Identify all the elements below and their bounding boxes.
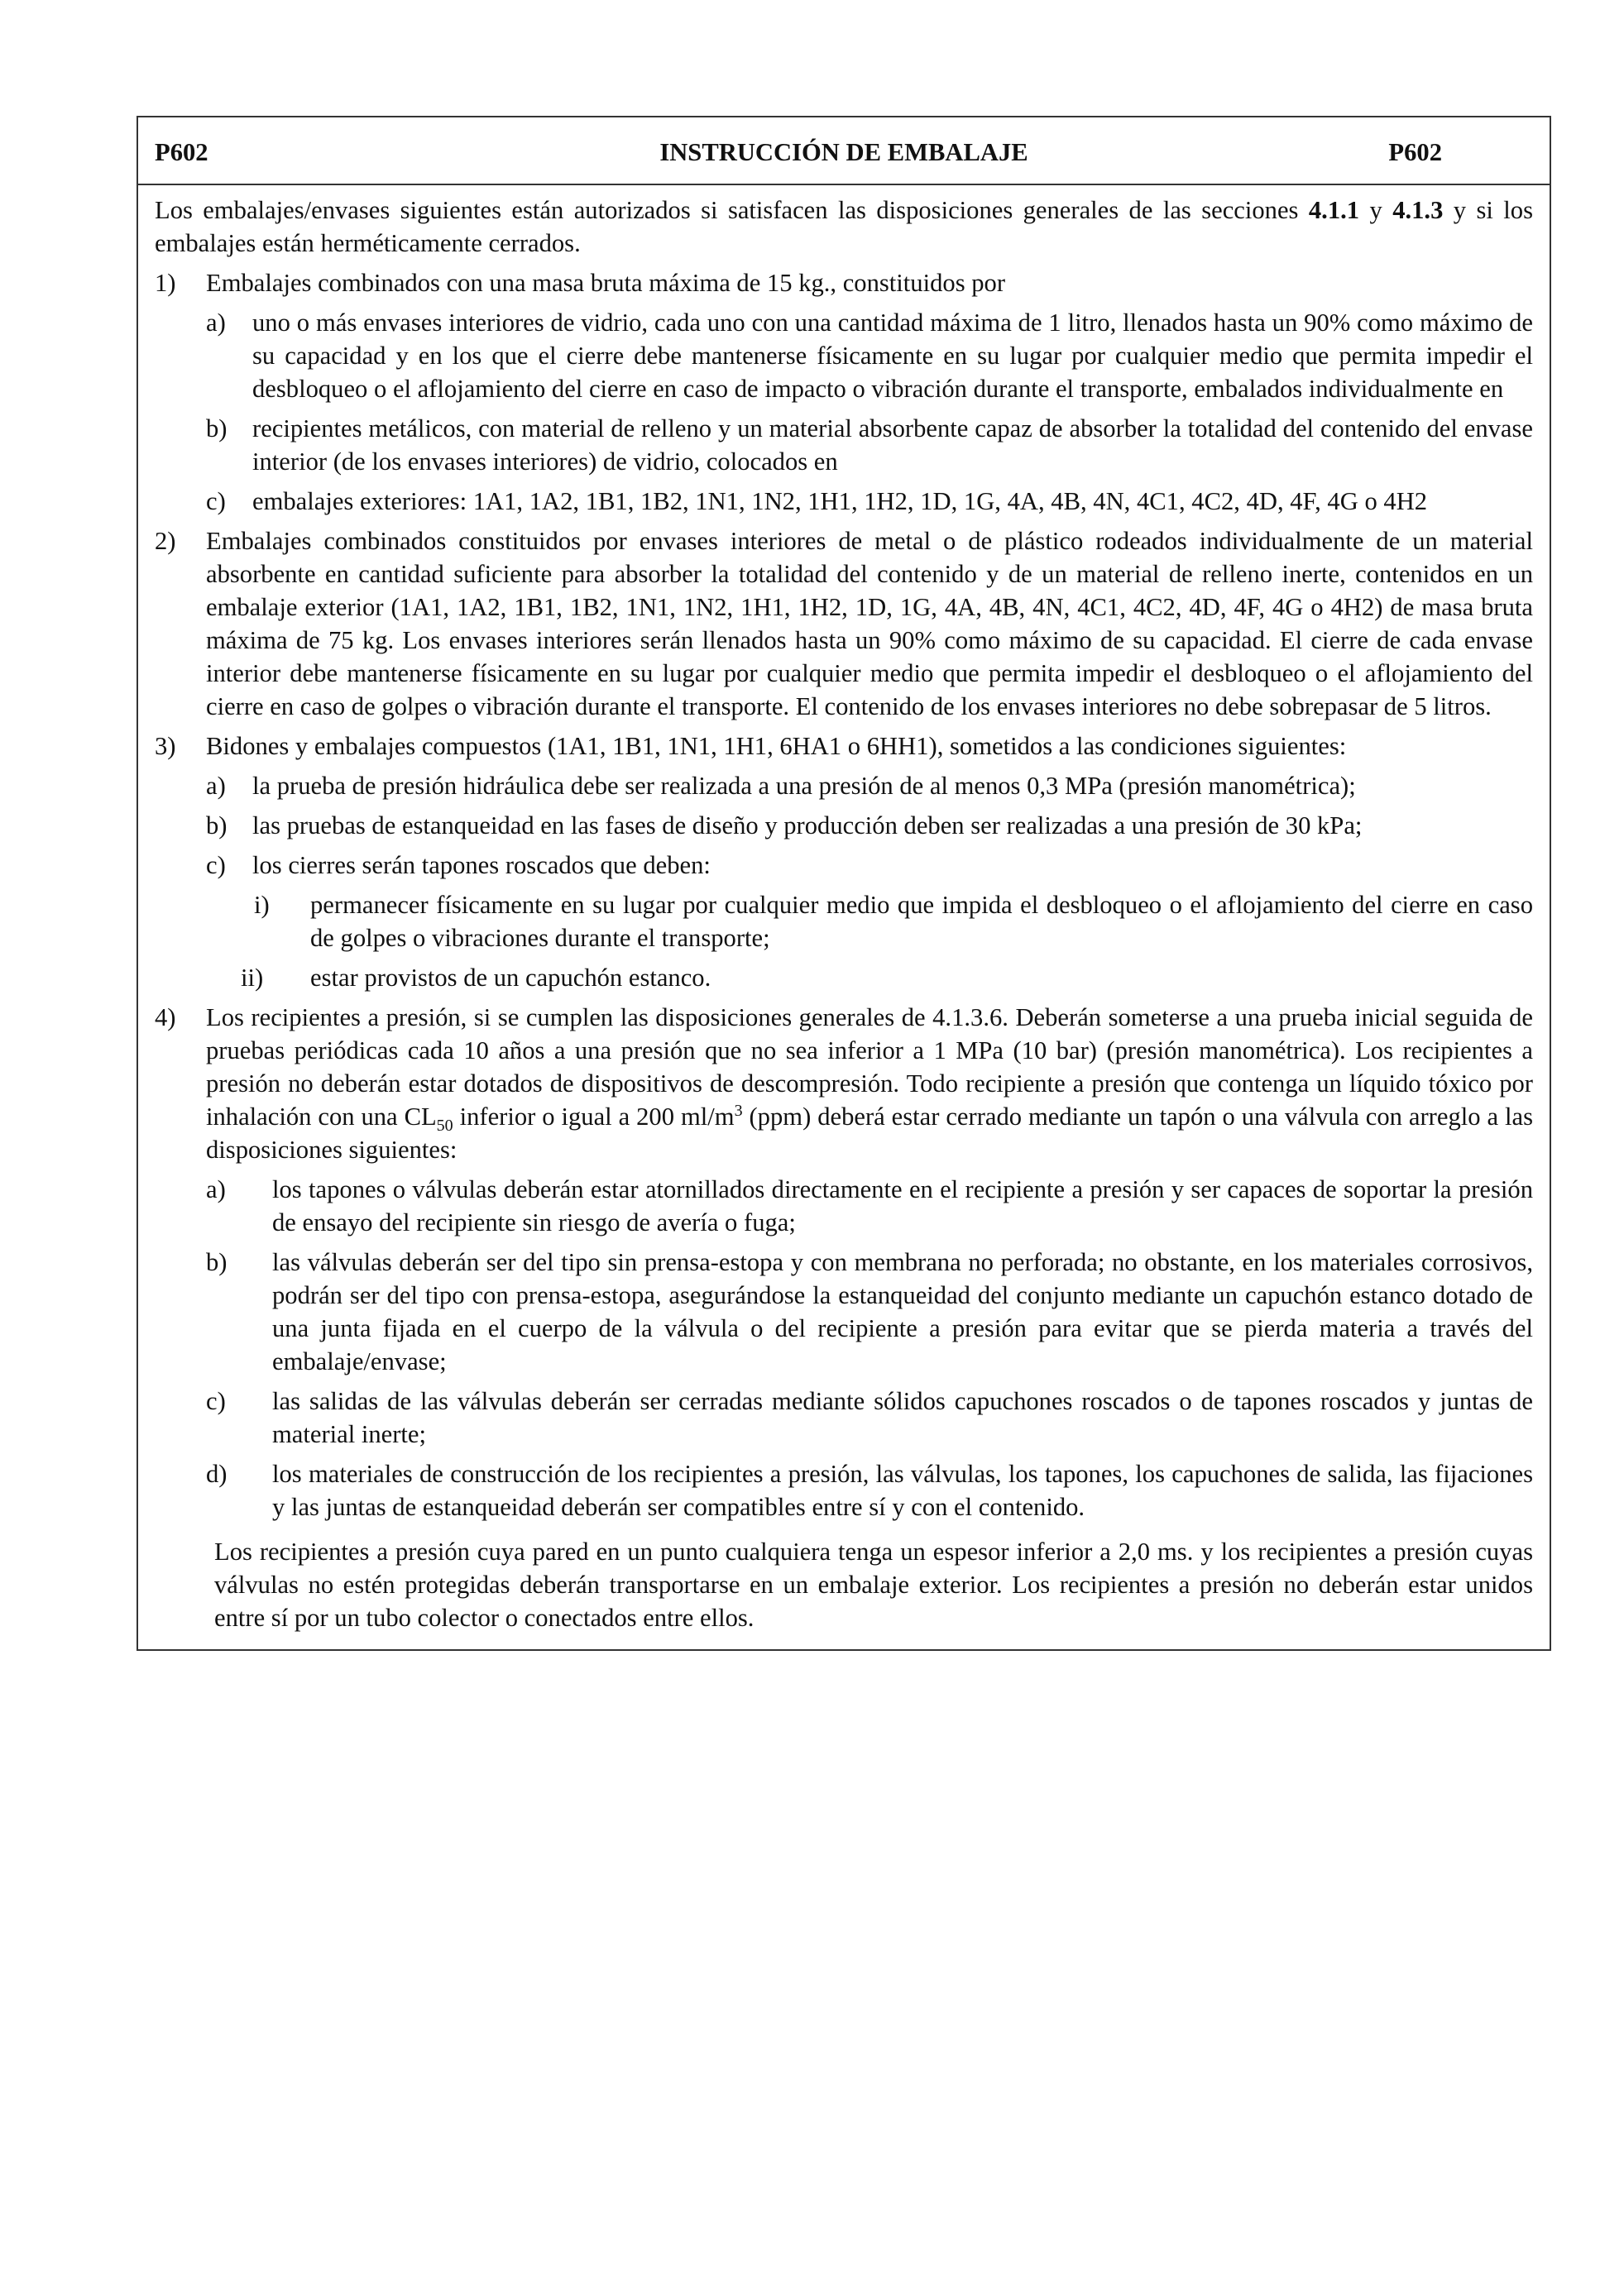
superscript: 3 [734,1101,743,1120]
sub-item-1a [155,306,1533,405]
sub-letter: c) [206,851,226,879]
instruction-body [138,185,1550,1649]
section-ref: 4.1.1 [1308,196,1360,224]
sub-item-text: estar provistos de un capuchón estanco. [310,964,711,992]
sub-item-text: los materiales de construcción de los recipientes a presión, las válvulas, los tapones, los capuchones de salida, las fijaciones y las juntas de estanqueidad deberán ser compatibles entre sí y con el contenido. [272,1460,1533,1521]
list-item-text: Embalajes combinados constituidos por envases interiores de metal o de plástico rodeados individualmente de un material absorbente en cantidad suficiente para absorber la totalidad del contenido y de un material de relleno inerte, contenidos en un embalaje exterior (1A1, 1A2, 1B1, 1B2, 1N1, 1N2, 1H1, 1H2, 1D, 1G, 4A, 4B, 4N, 4C1, 4C2, 4D, 4F, 4G o 4H2) de masa bruta máxima de 75 kg. Los envases interiores serán llenados hasta un 90% como máximo de su capacidad. El cierre de cada envase interior debe mantenerse físicamente en su lugar por cualquier medio que permita impedir el desbloqueo o el aflojamiento del cierre en caso de golpes o vibración durante el transporte. El contenido de los envases interiores no debe sobrepasar de 5 litros. [206,527,1533,720]
sub-letter: a) [206,772,226,800]
sub-item-text: los tapones o válvulas deberán estar atornillados directamente en el recipiente a presión y ser capaces de soportar la presión de ensayo del recipiente sin riesgo de avería o fuga; [272,1175,1533,1236]
sub-item-3c-ii [155,961,1533,994]
list-item-2 [155,524,1533,723]
sub-letter: c) [206,487,226,515]
intro-paragraph [155,194,1533,260]
roman-numeral: i) [254,891,270,919]
sub-item-text: embalajes exteriores: 1A1, 1A2, 1B1, 1B2, 1N1, 1N2, 1H1, 1H2, 1D, 1G, 4A, 4B, 4N, 4C1, 4C2, 4D, 4F, 4G o 4H2 [252,487,1428,515]
roman-numeral: ii) [241,964,264,992]
sub-item-4d [155,1457,1533,1523]
list-number: 4) [155,1003,176,1031]
sub-letter: b) [206,414,228,442]
sub-letter: b) [206,1248,228,1276]
intro-text: Los embalajes/envases siguientes están autorizados si satisfacen las disposiciones generales de las secciones [155,196,1309,224]
list-item-3 [155,729,1533,763]
sub-item-4a [155,1173,1533,1239]
sub-item-1b [155,412,1533,478]
sub-item-text: permanecer físicamente en su lugar por cualquier medio que impida el desbloqueo o el aflojamiento del cierre en caso de golpes o vibraciones durante el transporte; [310,891,1533,952]
sub-letter: a) [206,1175,226,1203]
list-number: 1) [155,269,176,297]
list-item-text: Los recipientes a presión, si se cumplen las disposiciones generales de 4.1.3.6. Deberán someterse a una prueba inicial seguida de pruebas periódicas cada 10 años a una presión que no sea inferior a 1 MPa (10 bar) (presión manométrica). Los recipientes a presión no deberán estar dotados de dispositivos de descompresión. Todo recipiente a presión que contenga un líquido tóxico por inhalación con una CL [206,1003,1533,1131]
instruction-title: INSTRUCCIÓN DE EMBALAJE [659,138,1028,166]
sub-item-text: uno o más envases interiores de vidrio, cada uno con una cantidad máxima de 1 litro, llenados hasta un 90% como máximo de su capacidad y en los que el cierre debe mantenerse físicamente en su lugar por cualquier medio que permita impedir el desbloqueo o el aflojamiento del cierre en caso de impacto o vibración durante el transporte, embalados individualmente en [252,309,1533,403]
sub-letter: a) [206,309,226,337]
packing-instruction-box [137,116,1551,1651]
sub-item-3c [155,849,1533,882]
sub-item-text: las pruebas de estanqueidad en las fases de diseño y producción deben ser realizadas a una presión de 30 kPa; [252,811,1363,839]
sub-item-text: las salidas de las válvulas deberán ser cerradas mediante sólidos capuchones roscados o de tapones roscados y juntas de material inerte; [272,1387,1533,1448]
sub-item-4c [155,1385,1533,1451]
sub-letter: b) [206,811,228,839]
list-item-text: Embalajes combinados con una masa bruta máxima de 15 kg., constituidos por [206,269,1006,297]
sub-item-3a [155,769,1533,802]
closing-note: Los recipientes a presión cuya pared en un punto cualquiera tenga un espesor inferior a 2,0 ms. y los recipientes a presión cuyas válvulas no estén protegidas deberán transportarse en un embalaje exterior. Los recipientes a presión no deberán estar unidos entre sí por un tubo colector o conectados entre ellos. [214,1538,1533,1632]
sub-item-3c-i [155,888,1533,954]
list-item-text: Bidones y embalajes compuestos (1A1, 1B1, 1N1, 1H1, 6HA1 o 6HH1), sometidos a las condiciones siguientes: [206,732,1347,760]
sub-item-text: los cierres serán tapones roscados que deben: [252,851,711,879]
list-item-4 [155,1001,1533,1166]
sub-item-text: las válvulas deberán ser del tipo sin prensa-estopa y con membrana no perforada; no obstante, en los materiales corrosivos, podrán ser del tipo con prensa-estopa, asegurándose la estanqueidad del conjunto mediante un capuchón estanco dotado de una junta fijada en el cuerpo de la válvula o del recipiente a presión para evitar que se pierda materia a través del embalaje/envase; [272,1248,1533,1375]
sub-letter: c) [206,1387,226,1415]
sub-item-text: recipientes metálicos, con material de relleno y un material absorbente capaz de absorber la totalidad del contenido del envase interior (de los envases interiores) de vidrio, colocados en [252,414,1533,476]
intro-text: y si los embalajes están herméticamente cerrados. [155,196,1534,257]
sub-item-4b [155,1246,1533,1378]
list-number: 2) [155,527,176,555]
sub-item-1c [155,485,1533,518]
intro-text: y [1359,196,1393,224]
instruction-code-left: P602 [155,138,208,166]
list-item-text: (ppm) deberá estar cerrado mediante un tapón o una válvula con arreglo a las disposiciones siguientes: [206,1103,1533,1164]
sub-item-3b [155,809,1533,842]
list-number: 3) [155,732,176,760]
subscript: 50 [436,1117,453,1136]
instruction-code-right: P602 [1388,138,1442,166]
list-item-text: inferior o igual a 200 ml/m [453,1103,735,1131]
section-ref: 4.1.3 [1392,196,1444,224]
list-item-1 [155,266,1533,299]
instruction-header [138,117,1550,185]
sub-letter: d) [206,1460,228,1488]
sub-item-text: la prueba de presión hidráulica debe ser realizada a una presión de al menos 0,3 MPa (presión manométrica); [252,772,1356,800]
